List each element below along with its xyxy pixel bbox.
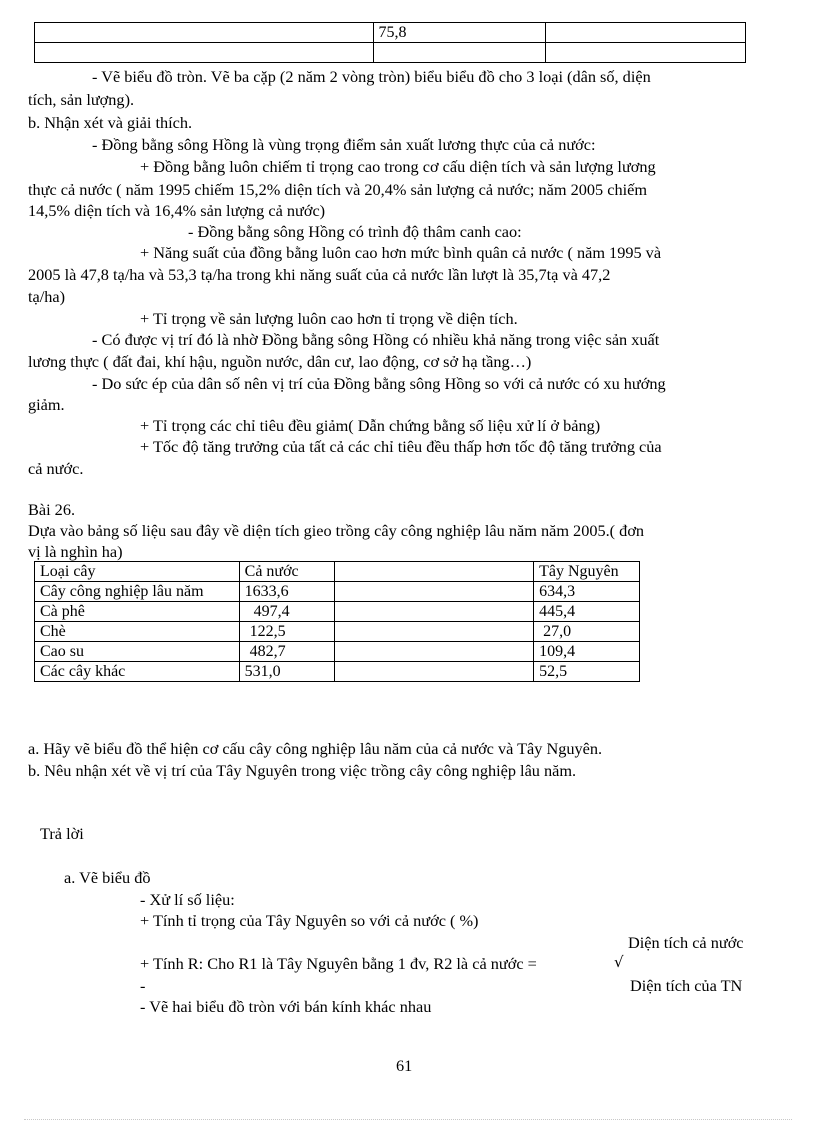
table-cell: 634,3 [534, 582, 640, 602]
fraction-numerator: Diện tích cả nước [628, 933, 744, 952]
sqrt-symbol: √ [614, 953, 624, 971]
table-cell [334, 582, 534, 602]
text-line: - Đồng bằng sông Hồng có trình độ thâm canh cao: [188, 222, 522, 241]
page-number: 61 [396, 1056, 413, 1075]
table-row [35, 582, 640, 602]
answer-title: Trả lời [40, 824, 84, 843]
table-cell: Các cây khác [35, 662, 240, 682]
table-cell: 75,8 [374, 23, 546, 43]
fraction-denominator: Diện tích của TN [630, 976, 743, 995]
text-line: + Năng suất của đồng bằng luôn cao hơn mức bình quân cả nước ( năm 1995 và [140, 243, 662, 262]
answer-step: + Tính R: Cho R1 là Tây Nguyên bằng 1 đv, R2 là cả nước = [140, 954, 537, 973]
text-line: + Đồng bằng luôn chiếm tỉ trọng cao trong cơ cấu diện tích và sản lượng lương [140, 157, 656, 176]
text-line: - Có được vị trí đó là nhờ Đồng bằng sông Hồng có nhiều khả năng trong việc sản xuất [92, 330, 660, 349]
text-line: + Tốc độ tăng trưởng của tất cả các chỉ tiêu đều thấp hơn tốc độ tăng trưởng của [140, 437, 662, 456]
table-cell: 122,5 [239, 622, 334, 642]
table-cell: 531,0 [239, 662, 334, 682]
table-row [35, 662, 640, 682]
table-cell: 1633,6 [239, 582, 334, 602]
question-b: b. Nêu nhận xét về vị trí của Tây Nguyên trong việc trồng cây công nghiệp lâu năm. [28, 761, 577, 780]
table-cell: 445,4 [534, 602, 640, 622]
text-line: lương thực ( đất đai, khí hậu, nguồn nước, dân cư, lao động, cơ sở hạ tầng…) [28, 352, 532, 371]
table-cell: 27,0 [534, 622, 640, 642]
continued-table [34, 22, 746, 63]
table-cell [546, 43, 746, 63]
answer-step: - Vẽ hai biểu đồ tròn với bán kính khác nhau [140, 997, 432, 1016]
page-bottom-rule [24, 1119, 792, 1120]
table-cell [334, 602, 534, 622]
table-cell [546, 23, 746, 43]
answer-step: - Xử lí số liệu: [140, 890, 235, 909]
text-line: b. Nhận xét và giải thích. [28, 113, 193, 132]
exercise-title: Bài 26. [28, 500, 76, 519]
text-line: thực cả nước ( năm 1995 chiếm 15,2% diện tích và 20,4% sản lượng cả nước; năm 2005 chiếm [28, 180, 648, 199]
text-line: + Tỉ trọng về sản lượng luôn cao hơn tỉ trọng về diện tích. [140, 309, 518, 328]
table-row [35, 23, 746, 43]
text-line: giảm. [28, 395, 65, 414]
table-cell [374, 43, 546, 63]
table-cell: 52,5 [534, 662, 640, 682]
answer-step: + Tính tỉ trọng của Tây Nguyên so với cả nước ( %) [140, 911, 479, 930]
table-cell [334, 662, 534, 682]
table-cell [334, 622, 534, 642]
text-line: - Do sức ép của dân số nên vị trí của Đồng bằng sông Hồng so với cả nước có xu hướng [92, 374, 666, 393]
text-line: 14,5% diện tích và 16,4% sản lượng cả nước) [28, 201, 326, 220]
table-cell: Cà phê [35, 602, 240, 622]
exercise-intro: Dựa vào bảng số liệu sau đây về diện tích gieo trồng cây công nghiệp lâu năm năm 2005.( đơn [28, 521, 645, 540]
table-cell: 109,4 [534, 642, 640, 662]
column-header: Tây Nguyên [534, 562, 640, 582]
text-line: tích, sản lượng). [28, 90, 135, 109]
table-row [35, 602, 640, 622]
column-header: Cả nước [239, 562, 334, 582]
table-cell: Cao su [35, 642, 240, 662]
text-line: 2005 là 47,8 tạ/ha và 53,3 tạ/ha trong khi năng suất của cả nước lần lượt là 35,7tạ và 47,2 [28, 265, 611, 284]
table-cell [35, 23, 374, 43]
table-header-row [35, 562, 640, 582]
text-line: - Vẽ biểu đồ tròn. Vẽ ba cặp (2 năm 2 vòng tròn) biểu biểu đồ cho 3 loại (dân số, diện [92, 67, 651, 86]
text-line: tạ/ha) [28, 287, 66, 306]
text-line: cả nước. [28, 459, 84, 478]
table-cell [334, 642, 534, 662]
table-cell: Chè [35, 622, 240, 642]
text-line: - Đồng bằng sông Hồng là vùng trọng điểm sản xuất lương thực của cả nước: [92, 135, 596, 154]
answer-part-a: a. Vẽ biểu đồ [64, 868, 151, 887]
table-row [35, 642, 640, 662]
table-row [35, 622, 640, 642]
table-cell [35, 43, 374, 63]
crop-area-table [34, 561, 640, 682]
question-a: a. Hãy vẽ biểu đồ thể hiện cơ cấu cây công nghiệp lâu năm của cả nước và Tây Nguyên. [28, 739, 603, 758]
table-cell: 482,7 [239, 642, 334, 662]
table-row [35, 43, 746, 63]
column-header [334, 562, 534, 582]
table-cell: 497,4 [239, 602, 334, 622]
text-line: + Tỉ trọng các chỉ tiêu đều giảm( Dẫn chứng bằng số liệu xử lí ở bảng) [140, 416, 601, 435]
dash: - [140, 976, 146, 995]
column-header: Loại cây [35, 562, 240, 582]
exercise-intro-cont: vị là nghìn ha) [28, 542, 123, 561]
table-cell: Cây công nghiệp lâu năm [35, 582, 240, 602]
